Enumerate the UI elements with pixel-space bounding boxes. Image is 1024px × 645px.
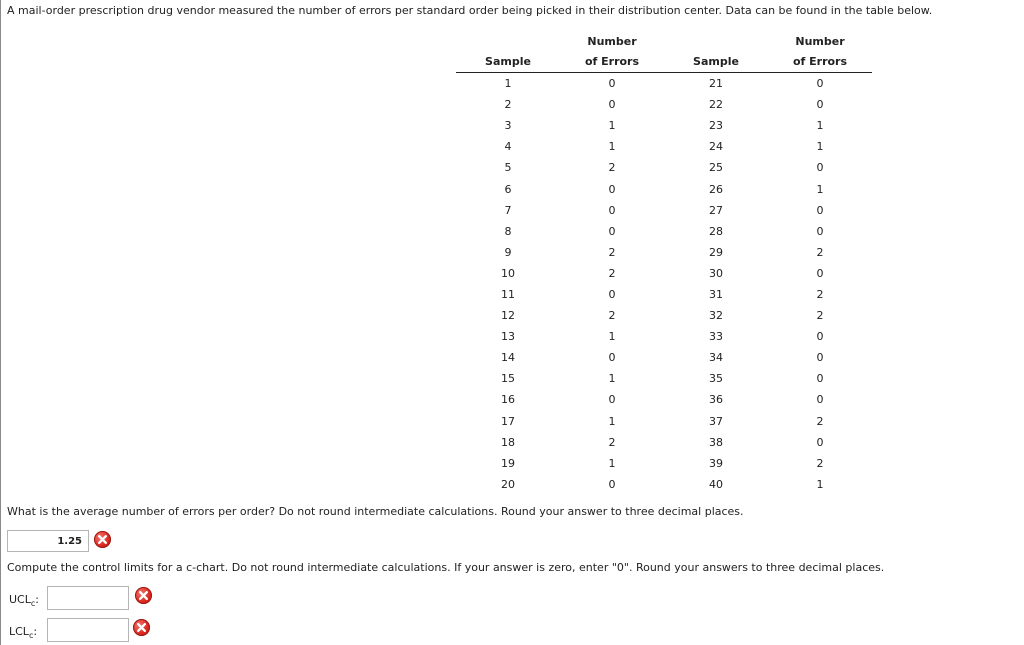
cell-sample: 11 [501, 287, 515, 301]
header-sample: Sample [456, 51, 560, 73]
cell-errors: 0 [816, 372, 824, 386]
cell-errors: 1 [608, 456, 616, 470]
cell-errors: 1 [816, 182, 824, 196]
cell-sample: 15 [501, 372, 515, 386]
cell-errors: 2 [816, 456, 824, 470]
header-spacer [664, 33, 768, 51]
cell-sample: 14 [501, 351, 515, 365]
cell-errors: 2 [608, 266, 616, 280]
incorrect-icon [135, 587, 152, 604]
cell-errors: 2 [608, 435, 616, 449]
cell-sample: 35 [709, 372, 723, 386]
cell-sample: 18 [501, 435, 515, 449]
header-errors-line2: of Errors [560, 51, 664, 73]
cell-errors: 2 [608, 161, 616, 175]
cell-errors: 0 [608, 182, 616, 196]
cell-sample: 26 [709, 182, 723, 196]
cell-errors: 1 [816, 140, 824, 154]
table-row [456, 94, 872, 115]
cell-errors: 0 [608, 77, 616, 91]
cell-sample: 22 [709, 98, 723, 112]
incorrect-icon [133, 619, 150, 636]
cell-sample: 25 [709, 161, 723, 175]
cell-errors: 0 [816, 330, 824, 344]
cell-errors: 2 [608, 309, 616, 323]
header-sample: Sample [664, 51, 768, 73]
lcl-input[interactable] [47, 618, 129, 642]
header-errors-line1: Number [795, 35, 845, 48]
cell-errors: 0 [816, 161, 824, 175]
cell-sample: 17 [501, 414, 515, 428]
cell-errors: 0 [608, 351, 616, 365]
cell-sample: 27 [709, 203, 723, 217]
cell-sample: 8 [504, 224, 512, 238]
question-average-prompt: What is the average number of errors per order? Do not round intermediate calculations. Round your answer to three decimal places. [7, 505, 744, 518]
cell-sample: 10 [501, 266, 515, 280]
cell-errors: 0 [816, 351, 824, 365]
cell-sample: 30 [709, 266, 723, 280]
left-border-rule [0, 0, 1, 645]
cell-errors: 0 [608, 477, 616, 491]
cell-sample: 32 [709, 309, 723, 323]
table-row [456, 136, 872, 157]
cell-errors: 0 [816, 393, 824, 407]
cell-errors: 1 [816, 119, 824, 133]
cell-errors: 0 [816, 224, 824, 238]
cell-sample: 36 [709, 393, 723, 407]
cell-errors: 0 [816, 77, 824, 91]
cell-sample: 28 [709, 224, 723, 238]
cell-errors: 2 [816, 309, 824, 323]
cell-errors: 2 [608, 245, 616, 259]
cell-sample: 3 [504, 119, 512, 133]
cell-sample: 16 [501, 393, 515, 407]
table-row [456, 263, 872, 284]
cell-sample: 23 [709, 119, 723, 133]
cell-errors: 1 [608, 414, 616, 428]
cell-sample: 21 [709, 77, 723, 91]
table-row [456, 115, 872, 136]
cell-sample: 5 [504, 161, 512, 175]
table-body [456, 73, 872, 495]
question-intro: A mail-order prescription drug vendor measured the number of errors per standard order being picked in their distribution center. Data can be found in the table below. [7, 4, 933, 17]
errors-data-table [456, 33, 872, 495]
cell-sample: 9 [504, 245, 512, 259]
cell-errors: 0 [608, 287, 616, 301]
table-row [456, 157, 872, 178]
table-row [456, 389, 872, 410]
table-row [456, 200, 872, 221]
cell-errors: 0 [608, 203, 616, 217]
cell-sample: 1 [504, 77, 512, 91]
cell-errors: 1 [608, 330, 616, 344]
table-row [456, 242, 872, 263]
cell-sample: 6 [504, 182, 512, 196]
table-row [456, 368, 872, 389]
cell-sample: 29 [709, 245, 723, 259]
cell-errors: 0 [816, 98, 824, 112]
cell-errors: 0 [608, 224, 616, 238]
cell-sample: 13 [501, 330, 515, 344]
cell-sample: 20 [501, 477, 515, 491]
table-row [456, 178, 872, 199]
table-row [456, 326, 872, 347]
cell-sample: 24 [709, 140, 723, 154]
table-row [456, 73, 872, 95]
cell-errors: 0 [608, 98, 616, 112]
cell-errors: 0 [816, 266, 824, 280]
table-row [456, 411, 872, 432]
question-control-limits-prompt: Compute the control limits for a c-chart. Do not round intermediate calculations. If your answer is zero, enter "0". Round your answers to three decimal places. [7, 561, 885, 574]
cell-sample: 33 [709, 330, 723, 344]
cell-sample: 34 [709, 351, 723, 365]
cell-errors: 1 [816, 477, 824, 491]
cell-sample: 37 [709, 414, 723, 428]
lcl-label: $LCL_c$: [9, 625, 38, 641]
average-answer-field[interactable]: 1.25 [7, 530, 89, 552]
cell-sample: 12 [501, 309, 515, 323]
cell-errors: 0 [816, 435, 824, 449]
table-row [456, 432, 872, 453]
table-row [456, 474, 872, 495]
cell-errors: 1 [608, 140, 616, 154]
table-row [456, 221, 872, 242]
cell-errors: 2 [816, 245, 824, 259]
header-errors-line2: of Errors [768, 51, 872, 73]
cell-sample: 39 [709, 456, 723, 470]
ucl-label: $UCL_c$: [9, 593, 39, 609]
cell-errors: 2 [816, 287, 824, 301]
cell-sample: 31 [709, 287, 723, 301]
header-spacer [456, 33, 560, 51]
cell-errors: 0 [608, 393, 616, 407]
table-row [456, 284, 872, 305]
cell-sample: 40 [709, 477, 723, 491]
incorrect-icon [94, 531, 111, 548]
ucl-input[interactable] [47, 586, 129, 610]
cell-sample: 2 [504, 98, 512, 112]
cell-sample: 38 [709, 435, 723, 449]
table-row [456, 305, 872, 326]
cell-sample: 19 [501, 456, 515, 470]
table-row [456, 453, 872, 474]
table-row [456, 347, 872, 368]
cell-errors: 0 [816, 203, 824, 217]
header-errors-line1: Number [587, 35, 637, 48]
cell-errors: 2 [816, 414, 824, 428]
cell-sample: 4 [504, 140, 512, 154]
cell-sample: 7 [504, 203, 512, 217]
cell-errors: 1 [608, 372, 616, 386]
cell-errors: 1 [608, 119, 616, 133]
